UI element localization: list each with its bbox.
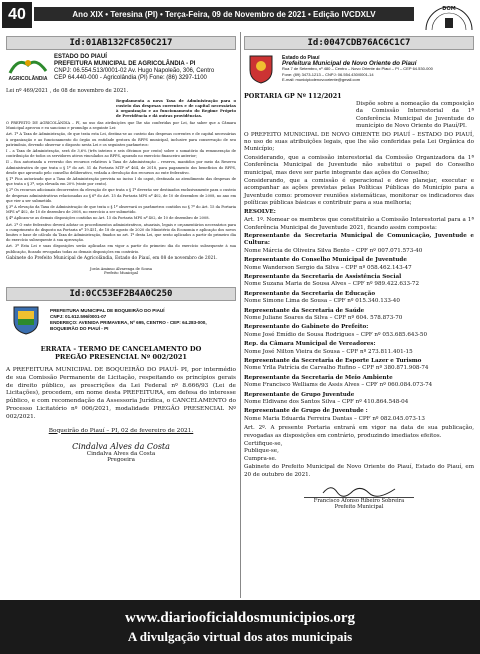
svg-text:AGRICOLÂNDIA: AGRICOLÂNDIA [8, 76, 48, 81]
agricolandia-logo-icon [6, 55, 50, 81]
law-paragraph: Art. 3º Esta Lei e suas disposições serão aplicadas em vigor a partir do primeiro dia do exercício subsequente à sua publicação, ficando revogadas todas as demais disposições em contrário. [6, 244, 236, 254]
signature-script: Cindalva Alves da Costa [72, 441, 170, 451]
doc-id-agricolandia: Id:01AB132FC850C217 [6, 36, 236, 50]
member-entry [244, 408, 474, 423]
considerando: Considerando, que a comissão interestorial da Comissão Organizadora da 1ª Conferência Municipal de Juventude não substitui o papel do Conselho municipal, mas deve ser parte integrante das ações do Conselho; [244, 154, 474, 176]
signer-name: Josús Aminuo Alvarenga de Sousa [90, 267, 152, 272]
portaria-intro: O PREFEITO MUNICIPAL DE NOVO ORIENTE DO PIAUÍ – ESTADO DO PIAUÍ, no uso de suas atribuições legais, que lhe são conferidas pela Lei Orgânica do Município; [244, 131, 474, 153]
novo-oriente-header [244, 54, 474, 84]
member-name: Nome Maria Eduarda Ferreira Dantas – CPF nº 082.045.073-13 [244, 415, 425, 422]
member-name: Nome José Nilton Vieira de Sousa – CPF nº 273.811.401-15 [244, 348, 413, 355]
org-line: E-mail: municipiodenovooriente@gmail.com [282, 76, 361, 82]
footer-url[interactable]: www.diariooficialdosmunicipios.org [124, 610, 356, 626]
left-column [6, 32, 236, 463]
resolve-heading: RESOLVE: [244, 208, 276, 215]
doc-id-boqueirao: Id:0CC53EF2B4A0C250 [6, 287, 236, 301]
portaria-title: PORTARIA GP Nº 112/2021 [244, 92, 342, 100]
law-paragraph: § 1º Fica autorizado que a Taxa de Administração prevista no inciso I do caput, destinada ao atendimento das despesas de que trata o § 3º, seja elevada em 20% (vinte por cento). [6, 177, 236, 187]
svg-text:DOM: DOM [442, 6, 456, 12]
errata-body: A PREFEITURA MUNICIPAL DE BOQUEIRÃO DO PIAUÍ- PI, por intermédio de sua Comissão Permanente de Licitação, respeitando os princípios gerais de direito público, as prescrições da Lei Federal nº 8.666/93 (Lei de Licitações), procedem, em nome desta PREFEITURA, em defesa do interesse público, e com recomendação da Assessoria Jurídica, o CANCELAMENTO do Processo Licitatório nº 006/2021, modalidade PREGÃO PRESENCIAL Nº 002/2021. [6, 367, 236, 420]
member-role: Representante do Conselho Municipal de Juventude [244, 257, 407, 264]
member-entry [244, 308, 474, 323]
member-entry [244, 324, 474, 339]
member-name: Nome Simone Lima de Sousa – CPF nº 015.340.133-40 [244, 298, 400, 305]
law-paragraph: Art. 1º A Taxa de Administração, de que trata esta Lei, destina-se ao custeio das despesas correntes e de capital necessárias à organização e ao funcionamento do órgão ou entidade gestora do RPPS municipal, inclusive para conservação de seu patrimônio, devendo observar o disposto nesta Lei e os seguintes parâmetros: [6, 132, 236, 147]
org-line: ESTADO DO PIAUÍ [54, 54, 107, 60]
member-entry [244, 257, 474, 272]
errata-title: ERRATA - TERMO DE CANCELAMENTO DO [40, 345, 202, 354]
law-title: Lei nº 469/2021 , de 08 de novembro de 2021. [6, 88, 129, 94]
member-entry [244, 291, 474, 306]
right-column [244, 32, 474, 510]
article-1: Art. 1º. Nomear os membros que constituirão a Comissão Interestorial para a 1ª Conferência Municipal de Juventude 2021, ficando assim composta: [244, 217, 474, 231]
org-line: ENDEREÇO: AVENIDA PRIMAVERA, Nº 695, CENTRO - CEP: 64.283-000, [50, 320, 207, 326]
org-line: CNPJ: 01.612.596/0001-07 [50, 314, 107, 320]
boqueirao-crest-icon [6, 305, 46, 335]
member-name: Nome Francisco Welliams de Assis Alves – CPF nº 060.084.073-74 [244, 382, 433, 389]
edition-bar: Ano XIX • Teresina (PI) • Terça-Feira, 09 de Novembro de 2021 • Edição IVCDXLV [34, 7, 414, 21]
article-2: Art. 2º. A presente Portaria entrará em vigor na data de sua publicação, revogadas as disposições em contrário, produzindo imediatos efeitos. [244, 425, 474, 439]
member-role: Representante de Grupo Juventude [244, 391, 355, 398]
signer-role: Prefeito Municipal [104, 271, 138, 276]
member-role: Representante do Gabinete do Prefeito: [244, 324, 369, 331]
member-name: Nome Suzana Maria de Sousa Alves – CPF nº 989.422.633-72 [244, 281, 420, 288]
org-line: Fone: (89) 3473-1213 – CNPJ: 06.554.430/0001-14 [282, 71, 374, 77]
member-role: Representante da Secretaria de Educação [244, 290, 376, 297]
member-name: Nome Eldivane dos Santos Silva – CPF nº 410.864.548-04 [244, 399, 409, 406]
agricolandia-header [6, 54, 236, 82]
org-line: CNPJ: 06.554.513/0001-02 Av. Hugo Napoleão, 306, Centro [54, 68, 215, 74]
page-footer [0, 600, 480, 654]
doc-id-novo-oriente: Id:0047CDB76AC6C1C7 [244, 36, 474, 50]
errata-subtitle: PREGÃO PRESENCIAL Nº 002/2021 [54, 353, 188, 362]
errata-date: Boqueirão do Piauí – PI, 02 de fevereiro de 2021. [48, 427, 194, 434]
signer-role: Prefeito Municipal [334, 504, 384, 511]
law-paragraph: § 3º A elevação da Taxa de Administração de que trata o § 1º observará os parâmetros contidos no § 7º do Art. 15 da Portaria MPS nº 402, de 10 de dezembro de 2008, no exercício a ser submetido. [6, 205, 236, 215]
org-line: Rua 7 de Setembro, nº 480 – Centro – Novo Oriente do Piauí – PI – CEP 64.530-000 [282, 66, 433, 72]
org-line: Estado do Piauí [282, 54, 320, 61]
member-entry [244, 375, 474, 390]
novo-oriente-crest-icon [244, 54, 278, 84]
closing-line: Cumpra-se. [244, 455, 277, 462]
law-paragraph: II – fica autorizada a reversão dos recursos relativos à Taxa de Administração – reserva, mantidos por meio da Reserva Administrativa de que trata o § 1º do art. 51 da Portaria MTP nº 464, de 2018, para pagamento dos benefícios do RPPS, desde que aprovado pelo conselho deliberativo, vedada a devolução dos recursos ao ente federativo. [6, 160, 236, 175]
law-paragraph: O PREFEITO DE AGRICOLÂNDIA – PI, no uso das atribuições que lhe são conferidas por Lei, faz saber que a Câmara Municipal aprovou e eu sanciono e promulgo a seguinte Lei: [6, 121, 236, 131]
member-name: Nome Márcia de Oliveira Silva Bento – CPF nº 007.071.573-40 [244, 247, 423, 254]
law-ementa: Regulamenta a nova Taxa de Administração para o custeio das despesas correntes e de capital necessárias à organização e ao funcionamento do Regime Próprio de Previdência e dá outras providências. [116, 98, 236, 118]
law-paragraph: § 2º Os recursos adicionais decorrentes da elevação de que trata o § 1º deverão ser destinados exclusivamente para o custeio de despesas administrativas relacionadas ao § 6º do Art. 15 da Portaria MPS nº 402, de 10 de dezembro de 2008, no ano em que vier a ser submetido. [6, 188, 236, 203]
footer-slogan: A divulgação virtual dos atos municipais [127, 629, 353, 644]
member-entry [244, 233, 474, 255]
column-divider [240, 32, 241, 598]
member-name: Nome Yrlla Patrícia de Carvalho Rufino – CPF nº 380.871.908-74 [244, 365, 429, 372]
org-line: CEP 64.440-000 - Agricolândia (PI) Fone: (86) 3297-1100 [54, 75, 207, 81]
law-paragraph: Gabinete do Prefeito Municipal de Agricolândia, Estado do Piauí, em 08 de novembro de 2021. [6, 255, 218, 261]
org-line: Prefeitura Municipal de Novo Oriente do Piauí [282, 60, 417, 68]
org-line: PREFEITURA MUNICIPAL DE AGRICOLÂNDIA - PI [54, 61, 196, 67]
gabinete-line: Gabinete do Prefeito Municipal de Novo Oriente do Piauí, Estado do Piauí, em 20 de outubro de 2021. [244, 464, 474, 478]
member-role: Representante da Secretaria de Meio Ambiente [244, 374, 393, 381]
member-role: Rep. da Câmara Municipal de Vereadores: [244, 341, 376, 348]
closing-line: Publique-se, [244, 448, 279, 455]
handwritten-signature-icon [319, 483, 399, 497]
member-role: Representante da Secretaria de Saúde [244, 307, 365, 314]
member-role: Representante da Secretaria Municipal de Comunicação, Juventude e Cultura: [244, 232, 474, 247]
member-entry [244, 392, 474, 407]
portaria-ementa: Dispõe sobre a nomeação da composição da Comissão Interestorial da 1ª Conferência Municipal de Juventude do município de Novo Oriente do Piauí/PI. [356, 101, 474, 130]
member-role: Representante da Secretaria de Esporte Lazer e Turismo [244, 358, 422, 364]
law-paragraph: Art. 2º O ente federativo deverá adotar os procedimentos administrativos, atuariais, legais e orçamentários necessários para o cumprimento do disposto na Portaria nº 19.451, de 18 de agosto de 2020 do Ministério da Economia e aplicação dos novos limites e base de cálculo da Taxa de Administração, fixados no art. 1º desta Lei, que serão aplicados a partir do primeiro dia do exercício subsequente à sua aprovação. [6, 222, 236, 243]
page-header [0, 0, 480, 30]
member-entry [244, 341, 474, 356]
signer-role: Pregoeira [107, 456, 135, 463]
diario-seal-icon [420, 0, 478, 32]
member-entry [244, 274, 474, 289]
org-line: BOQUEIRÃO DO PIAUÍ - PI [50, 326, 109, 332]
page-number: 40 [2, 2, 32, 28]
closing-line: Certifique-se, [244, 441, 283, 448]
member-name: Nome José Emídio de Sousa Rodrigues – CPF nº 053.685.643-50 [244, 331, 428, 338]
member-role: Representante da Secretaria de Assistência Social [244, 273, 402, 280]
law-paragraph: § 4º Aplicam-se as demais disposições contidas no Art. 15 da Portaria MPS nº 402, de 10 de dezembro de 2008. [6, 216, 210, 221]
boqueirao-header [6, 305, 236, 335]
signer-name: Francisco Afonso Ribeiro Sobreira [304, 497, 414, 504]
member-name: Nome Juliane Soares da Silva – CPF nº 604. 578.873-70 [244, 314, 403, 321]
member-role: Representante de Grupo de Juventude : [244, 408, 368, 415]
org-line: PREFEITURA MUNICIPAL DE BOQUEIRÃO DO PIAUÍ [50, 308, 165, 314]
considerando: Considerando, que a comissão é operacional e deve planejar, executar e acompanhar as ações previstas pelas Políticas Públicas do Município para a Juventude como: promover reuniões sistemáticas, monitorar os indicadores das políticas públicas básicas e contribuir para a sua melhoria; [244, 178, 474, 207]
signer-name: Cindalva Alves da Costa [86, 450, 156, 457]
member-name: Nome Wanderson Sergio da Silva – CPF nº 058.462.143-47 [244, 264, 412, 271]
member-entry [244, 358, 474, 373]
law-paragraph: I – a Taxa de Administração, será de 3,6% (três inteiros e seis décimos por cento) sobre o somatório da remuneração de contribuição de todos os servidores ativos vinculados ao RPPS, apurado no exercício financeiro anterior; [6, 149, 236, 159]
